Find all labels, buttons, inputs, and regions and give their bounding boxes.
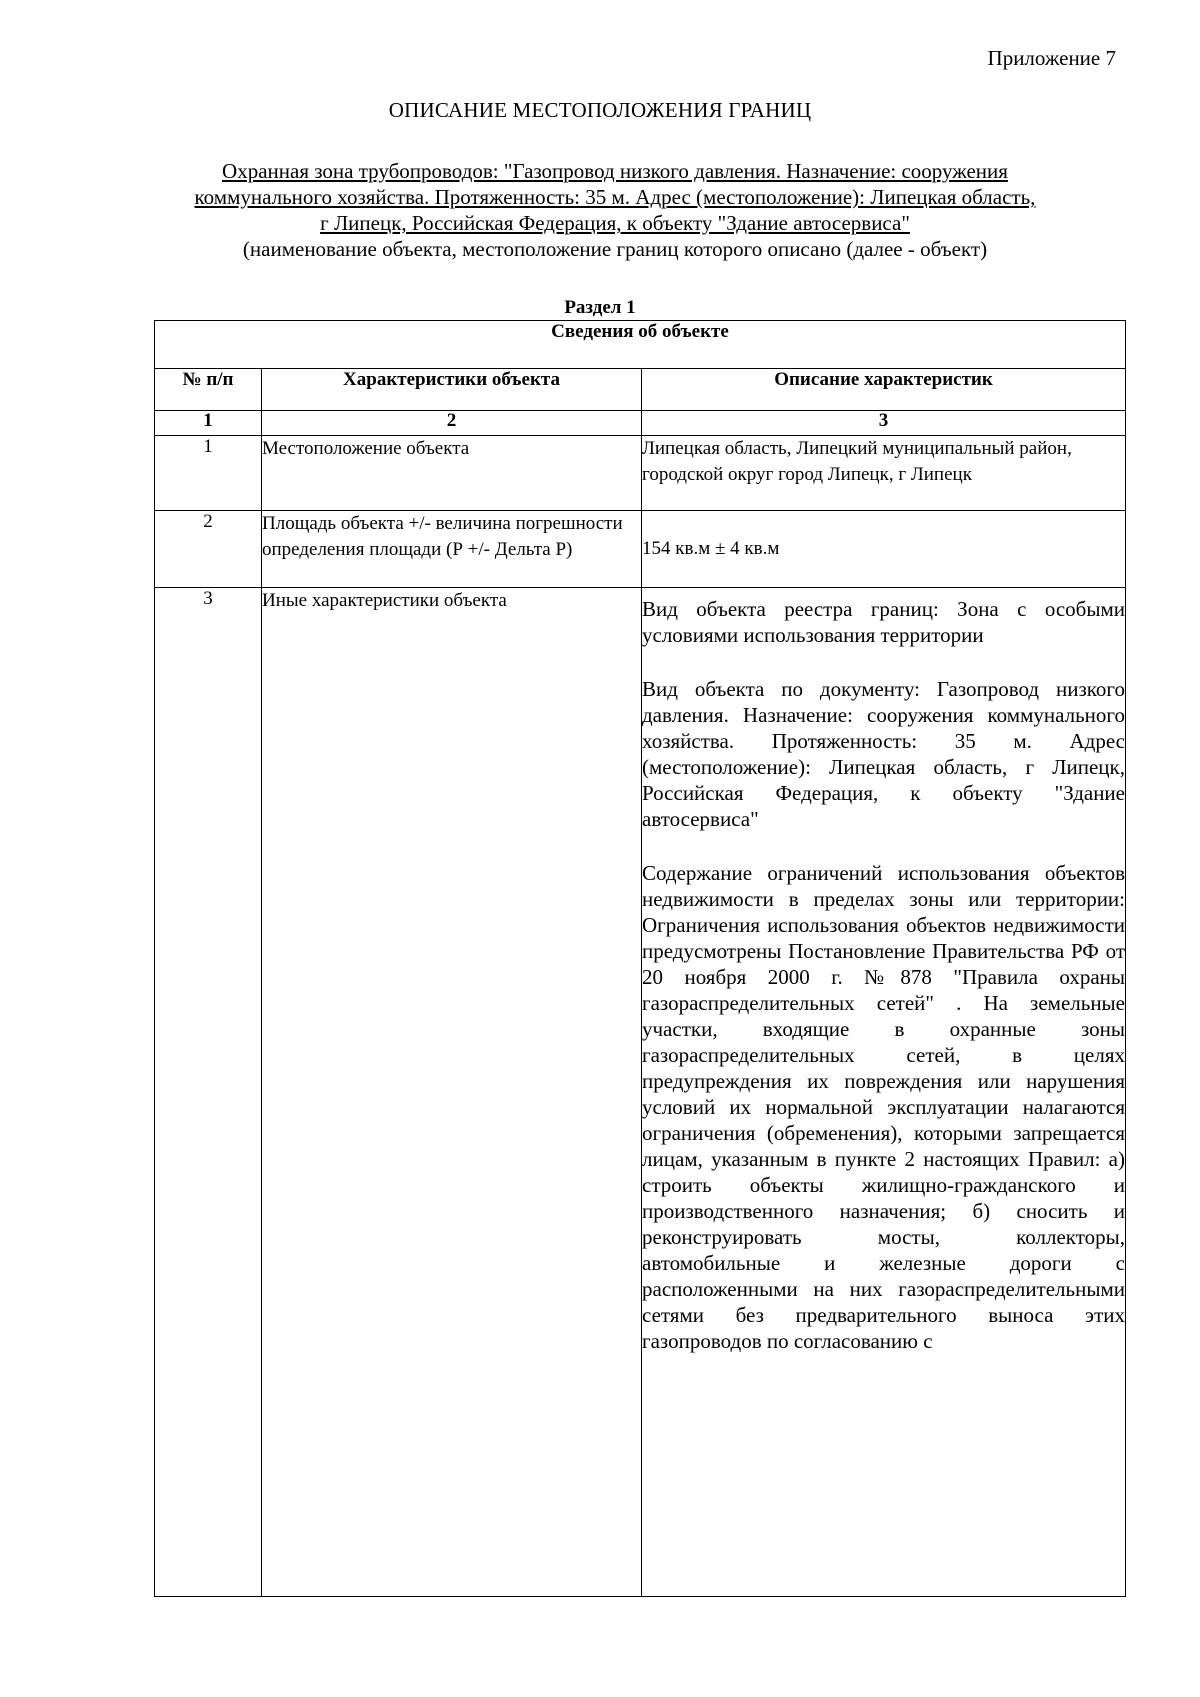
table-row — [155, 511, 1126, 588]
table-row — [155, 436, 1126, 511]
row-description — [642, 588, 1126, 1597]
description-paragraph-document-type: Вид объекта по документу: Газопровод низкого давления. Назначение: сооружения коммунального хозяйства. Протяженность: 35 м. Адрес (местоположение): Липецкая область, г Липецк, Российская Федерация, к объекту "Здание автосервиса" — [642, 677, 1125, 831]
document-title: ОПИСАНИЕ МЕСТОПОЛОЖЕНИЯ ГРАНИЦ — [388, 98, 812, 122]
row-number: 1 — [155, 436, 262, 511]
column-header-number: № п/п — [155, 369, 262, 411]
column-number-2: 2 — [262, 411, 642, 436]
column-header-characteristic: Характеристики объекта — [262, 369, 642, 411]
row-characteristic: Местоположение объекта — [262, 436, 642, 511]
table-row — [155, 588, 1126, 1597]
object-name-line-1: Охранная зона трубопроводов: "Газопровод низкого давления. Назначение: сооружения — [222, 159, 1008, 183]
object-name-block — [140, 158, 1090, 262]
row-description: Липецкая область, Липецкий муниципальный район, городской округ город Липецк, г Липецк — [642, 436, 1126, 511]
object-name-line-3: г Липецк, Российская Федерация, к объекту "Здание автосервиса" — [320, 211, 910, 235]
column-header-description: Описание характеристик — [642, 369, 1126, 411]
table-caption: Сведения об объекте — [155, 321, 1126, 369]
description-paragraph-restrictions: Содержание ограничений использования объектов недвижимости в пределах зоны или территории: Ограничения использования объектов недвижимости предусмотрены Постановление Правительства РФ от 20 ноября 2000 г. №878 "Правила охраны газораспределительных сетей" . На земельные участки, входящие в охранные зоны газораспределительных сетей, в целях предупреждения их повреждения или нарушения условий их нормальной эксплуатации налагаются ограничения (обременения), которыми запрещается лицам, указанным в пункте 2 настоящих Правил: а) строить объекты жилищно-гражданского и производственного назначения; б) сносить и реконструировать мосты, коллекторы, автомобильные и железные дороги с расположенными на них газораспределительными сетями без предварительного выноса этих газопроводов по согласованию с — [642, 861, 1125, 1353]
object-name-line-2: коммунального хозяйства. Протяженность: 35 м. Адрес (местоположение): Липецкая область, — [194, 185, 1036, 209]
row-description: 154 кв.м ± 4 кв.м — [642, 511, 1126, 588]
appendix-label: Приложение 7 — [987, 46, 1116, 70]
description-paragraph-registry-type: Вид объекта реестра границ: Зона с особыми условиями использования территории — [642, 597, 1125, 647]
object-info-table — [154, 320, 1126, 1597]
row-number: 2 — [155, 511, 262, 588]
object-name-hint: (наименование объекта, местоположение границ которого описано (далее - объект) — [242, 237, 988, 261]
row-characteristic: Иные характеристики объекта — [262, 588, 642, 1597]
section-title: Раздел 1 — [564, 297, 636, 318]
row-number: 3 — [155, 588, 262, 1597]
row-characteristic: Площадь объекта +/- величина погрешности определения площади (Р +/- Дельта Р) — [262, 511, 642, 588]
column-number-1: 1 — [155, 411, 262, 436]
column-number-3: 3 — [642, 411, 1126, 436]
